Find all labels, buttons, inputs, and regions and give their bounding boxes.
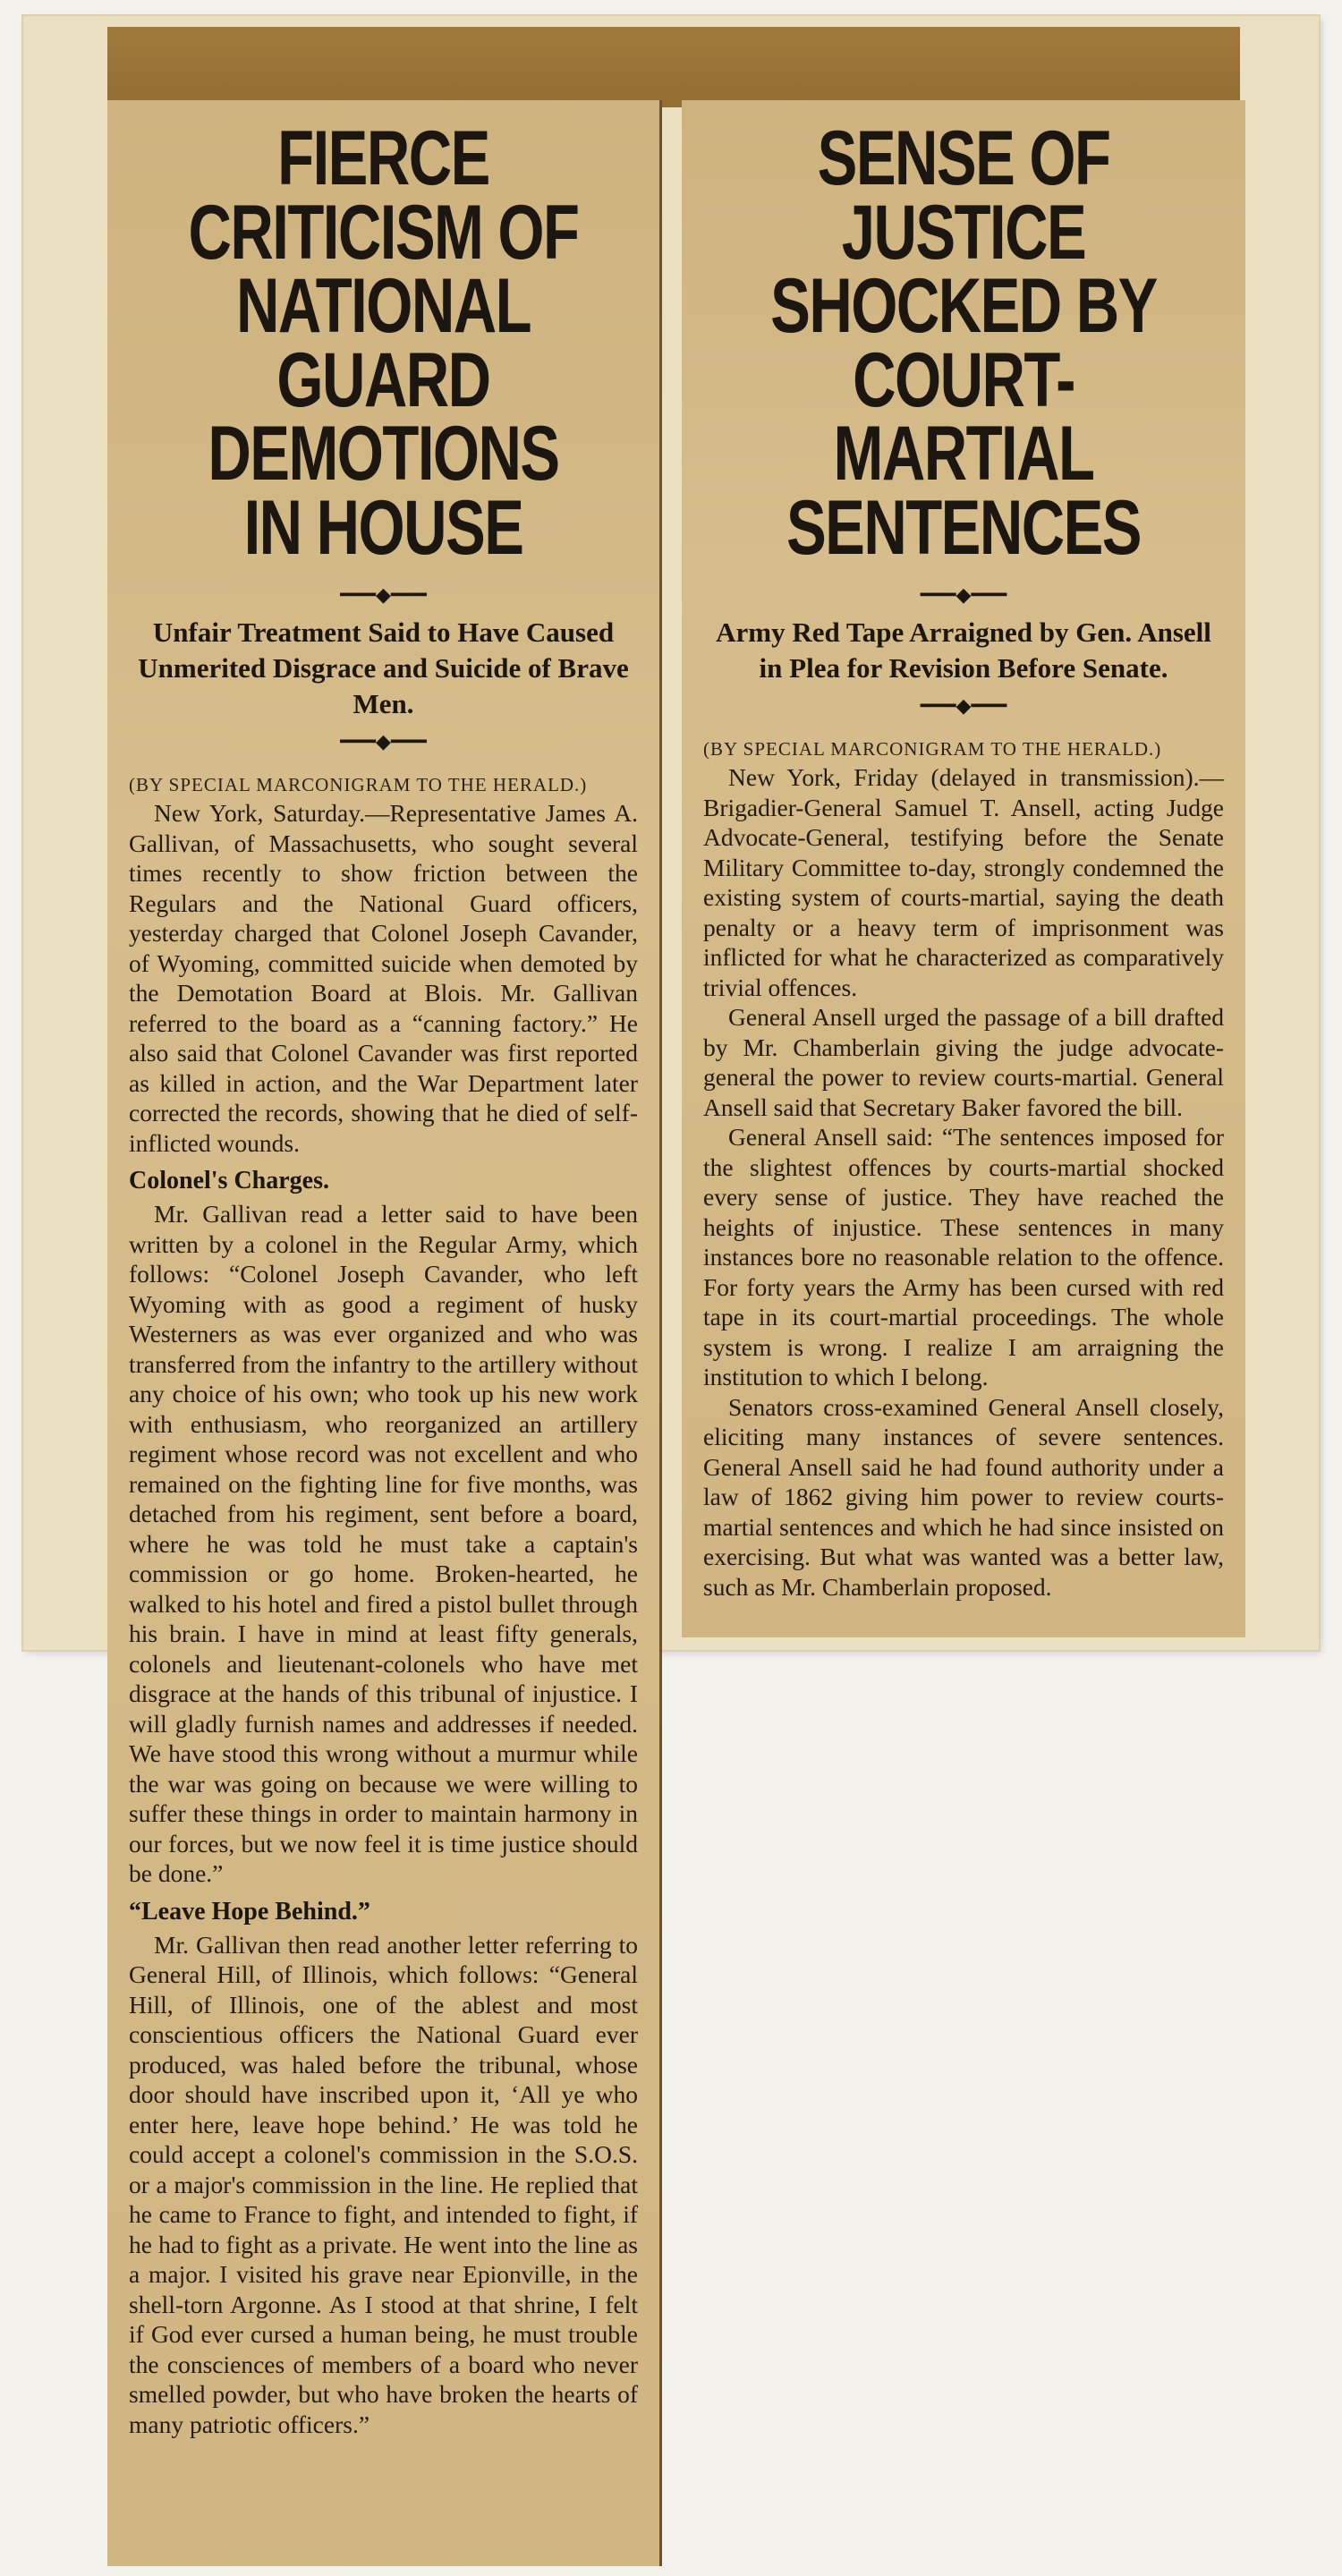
- right-headline-rule: ━━━◆━━━: [920, 583, 1007, 607]
- right-headline: SENSE OF JUSTICE SHOCKED BY COURT-MARTIAL SENTENCES: [770, 115, 1157, 571]
- left-dateline: (BY SPECIAL MARCONIGRAM TO THE HERALD.): [129, 774, 588, 796]
- right-paragraph: General Ansell said: “The sentences imposed for the slightest offences by courts-martial shocked every sense of justice. They have reached the heights of injustice. These sentences in many instances bore no reasonable relation to the offence. For forty years the Army has been cursed with red tape in its court-martial proceedings. The whole system is wrong. I realize I am arraigning the institution to which I belong.: [703, 1123, 1224, 1391]
- right-article: [682, 100, 1245, 1637]
- left-section-heading-2: “Leave Hope Behind.”: [129, 1897, 370, 1926]
- left-section-heading-1: Colonel's Charges.: [129, 1167, 329, 1195]
- right-subheadline: Army Red Tape Arraigned by Gen. Ansell in Plea for Revision Before Senate.: [716, 616, 1211, 684]
- left-subheadline: Unfair Treatment Said to Have Caused Unmerited Disgrace and Suicide of Brave Men.: [138, 616, 629, 720]
- left-headline: FIERCE CRITICISM OF NATIONAL GUARD DEMOTIONS IN HOUSE: [188, 115, 579, 571]
- mounting-tape: [107, 27, 1240, 107]
- right-paragraph: New York, Friday (delayed in transmission).—Brigadier-General Samuel T. Ansell, acting Judge Advocate-General, testifying before the Senate Military Committee to-day, strongly condemned the existing system of courts-martial, saying the death penalty or a heavy term of imprisonment was inflicted for what he characterized as comparatively trivial offences.: [703, 763, 1224, 1001]
- left-article: [107, 100, 662, 2566]
- left-headline-rule: ━━━◆━━━: [340, 583, 427, 607]
- left-subhead-rule: ━━━◆━━━: [340, 730, 427, 753]
- left-paragraph: New York, Saturday.—Representative James A. Gallivan, of Massachusetts, who sought several times recently to show friction between the Regulars and the National Guard officers, yesterday charged that Colonel Joseph Cavander, of Wyoming, committed suicide when demoted by the Demotation Board at Blois. Mr. Gallivan referred to the board as a “canning factory.” He also said that Colonel Cavander was first reported as killed in action, and the War Department later corrected the records, showing that he died of self-inflicted wounds.: [129, 799, 638, 1157]
- right-subhead-rule: ━━━◆━━━: [920, 694, 1007, 718]
- right-dateline: (BY SPECIAL MARCONIGRAM TO THE HERALD.): [703, 738, 1162, 761]
- right-paragraph: Senators cross-examined General Ansell closely, eliciting many instances of severe sentences. General Ansell said he had found authority under a law of 1862 giving him power to review courts-martial sentences and which he had since insisted on exercising. But what was wanted was a better law, such as Mr. Chamberlain proposed.: [703, 1392, 1224, 1601]
- left-paragraph: Mr. Gallivan read a letter said to have been written by a colonel in the Regular Army, which follows: “Colonel Joseph Cavander, who left Wyoming with as good a regiment of husky Westerners as was ever organized and who was transferred from the infantry to the artillery without any choice of his own; who took up his new work with enthusiasm, who reorganized an artillery regiment whose record was not excellent and who remained on the fighting line for five months, was detached from his regiment, sent before a board, where he was told he must take a captain's commission or go home. Broken-hearted, he walked to his hotel and fired a pistol bullet through his brain. I have in mind at least fifty generals, colonels and lieutenant-colonels who have met disgrace at the hands of this tribunal of injustice. I will gladly furnish names and addresses if needed. We have stood this wrong without a murmur while the war was going on because we were willing to suffer these things in order to maintain harmony in our forces, but we now feel it is time justice should be done.”: [129, 1200, 638, 1888]
- left-paragraph: Mr. Gallivan then read another letter referring to General Hill, of Illinois, which follows: “General Hill, of Illinois, one of the ablest and most conscientious officers the National Guard ever produced, was haled before the tribunal, whose door should have inscribed upon it, ‘All ye who enter here, leave hope behind.’ He was told he could accept a colonel's commission in the S.O.S. or a major's commission in the line. He replied that he came to France to fight, and intended to fight, if he had to fight as a private. He went into the line as a major. I visited his grave near Epionville, in the shell-torn Argonne. As I stood at that shrine, I felt if God ever cursed a human being, he must trouble the consciences of members of a board who never smelled powder, but who have broken the hearts of many patriotic officers.”: [129, 1930, 638, 2438]
- right-paragraph: General Ansell urged the passage of a bill drafted by Mr. Chamberlain giving the judge advocate-general the power to review courts-martial. General Ansell said that Secretary Baker favored the bill.: [703, 1003, 1224, 1121]
